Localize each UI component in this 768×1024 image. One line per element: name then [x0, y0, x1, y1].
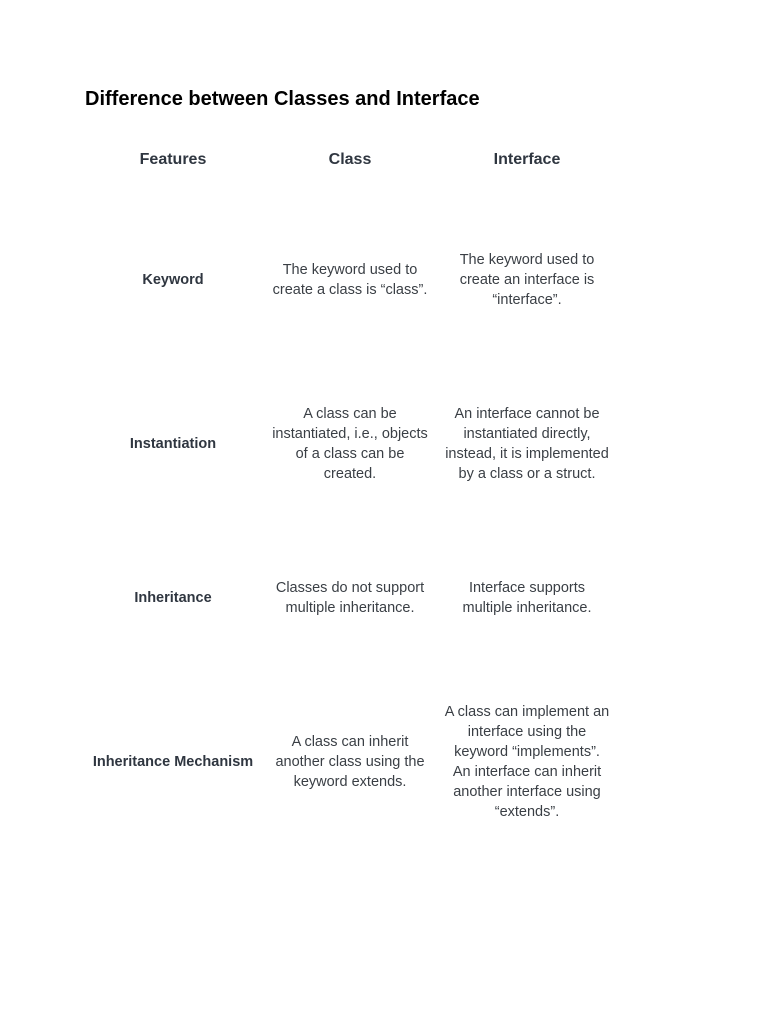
- row-inheritance-feature: Inheritance: [134, 590, 212, 606]
- row-instantiation-interface: An interface cannot be instantiated directly, instead, it is implemented by a class or a struct.: [445, 406, 609, 482]
- row-mechanism-interface: A class can implement an interface using the keyword “implements”. An interface can inherit another interface using “extends”.: [444, 704, 610, 820]
- row-instantiation-class: A class can be instantiated, i.e., objects of a class can be created.: [272, 406, 428, 482]
- row-mechanism-feature: Inheritance Mechanism: [92, 754, 254, 770]
- row-keyword-interface: The keyword used to create an interface is “interface”.: [459, 252, 595, 308]
- header-features: Features: [139, 151, 207, 168]
- row-mechanism-class: A class can inherit another class using the keyword extends.: [275, 734, 425, 790]
- row-keyword-class: The keyword used to create a class is “class”.: [272, 262, 428, 298]
- comparison-table: [85, 0, 615, 1024]
- row-instantiation-feature: Instantiation: [129, 436, 217, 452]
- page-title: Difference between Classes and Interface: [85, 88, 480, 110]
- header-interface: Interface: [493, 151, 561, 168]
- header-class: Class: [328, 151, 372, 168]
- row-inheritance-class: Classes do not support multiple inheritance.: [275, 580, 425, 616]
- row-keyword-feature: Keyword: [142, 272, 204, 288]
- row-inheritance-interface: Interface supports multiple inheritance.: [462, 580, 592, 616]
